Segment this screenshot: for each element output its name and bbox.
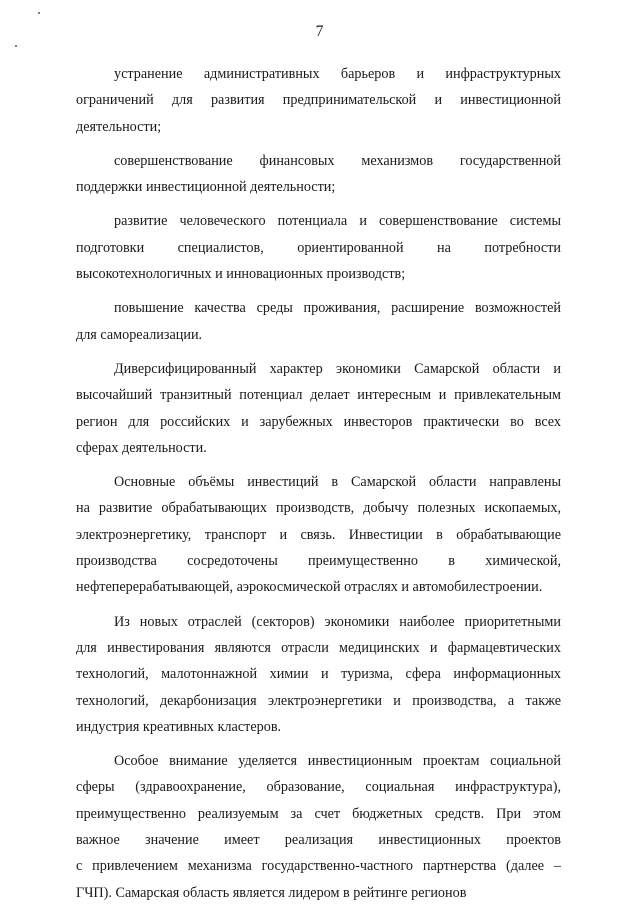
text-line: деятельности; <box>76 118 162 135</box>
text-line: ГЧП). Самарская область является лидером в рейтинге регионов <box>76 884 467 901</box>
text-line: Диверсифицированный характер экономики Самарской области и <box>114 360 561 377</box>
paragraph <box>76 356 561 461</box>
text-line: поддержки инвестиционной деятельности; <box>76 179 336 196</box>
text-line: на развитие обрабатывающих производств, добычу полезных ископаемых, <box>76 500 561 517</box>
text-line: с привлечением механизма государственно-частного партнерства (далее – <box>76 858 561 875</box>
paragraph <box>76 208 561 287</box>
paragraph <box>76 148 561 201</box>
text-line: Из новых отраслей (секторов) экономики наиболее приоритетными <box>114 613 561 630</box>
text-line: повышение качества среды проживания, расширение возможностей <box>114 300 561 317</box>
text-line: технологий, декарбонизация электроэнергетики и производства, а также <box>76 692 561 709</box>
text-line: технологий, малотоннажной химии и туризма, сфера информационных <box>76 666 561 683</box>
paragraph <box>76 609 561 740</box>
text-line: важное значение имеет реализация инвестиционных проектов <box>76 832 561 849</box>
text-line: производства сосредоточены преимущественно в химической, <box>76 553 561 570</box>
text-line: сферах деятельности. <box>76 439 207 456</box>
paragraph <box>76 295 561 348</box>
text-line: высочайший транзитный потенциал делает интересным и привлекательным <box>76 387 561 404</box>
paragraph <box>76 469 561 600</box>
text-line: ограничений для развития предпринимательской и инвестиционной <box>76 92 561 109</box>
text-line: высокотехнологичных и инновационных производств; <box>76 266 406 283</box>
text-line: развитие человеческого потенциала и совершенствование системы <box>114 213 561 230</box>
body-text <box>76 61 561 914</box>
scan-mark <box>15 45 17 47</box>
text-line: устранение административных барьеров и инфраструктурных <box>114 66 561 82</box>
paragraph <box>76 748 561 906</box>
text-line: Основные объёмы инвестиций в Самарской области направлены <box>114 474 561 491</box>
text-line: Особое внимание уделяется инвестиционным проектам социальной <box>114 753 561 770</box>
text-line: регион для российских и зарубежных инвесторов практически во всех <box>76 413 561 430</box>
text-line: для самореализации. <box>76 326 203 343</box>
text-line: подготовки специалистов, ориентированной на потребности <box>76 239 561 256</box>
text-line: нефтеперерабатывающей, аэрокосмической отраслях и автомобилестроении. <box>76 579 543 596</box>
text-line: индустрия креативных кластеров. <box>76 718 282 735</box>
scan-mark <box>38 12 40 14</box>
text-line: преимущественно реализуемым за счет бюджетных средств. При этом <box>76 805 561 822</box>
text-line: совершенствование финансовых механизмов государственной <box>114 152 561 169</box>
text-line: сферы (здравоохранение, образование, социальная инфраструктура), <box>76 779 561 796</box>
paragraph <box>76 61 561 140</box>
text-line: электроэнергетику, транспорт и связь. Инвестиции в обрабатывающие <box>76 526 561 543</box>
page-number: 7 <box>315 23 324 40</box>
text-line: для инвестирования являются отрасли медицинских и фармацевтических <box>76 639 561 656</box>
